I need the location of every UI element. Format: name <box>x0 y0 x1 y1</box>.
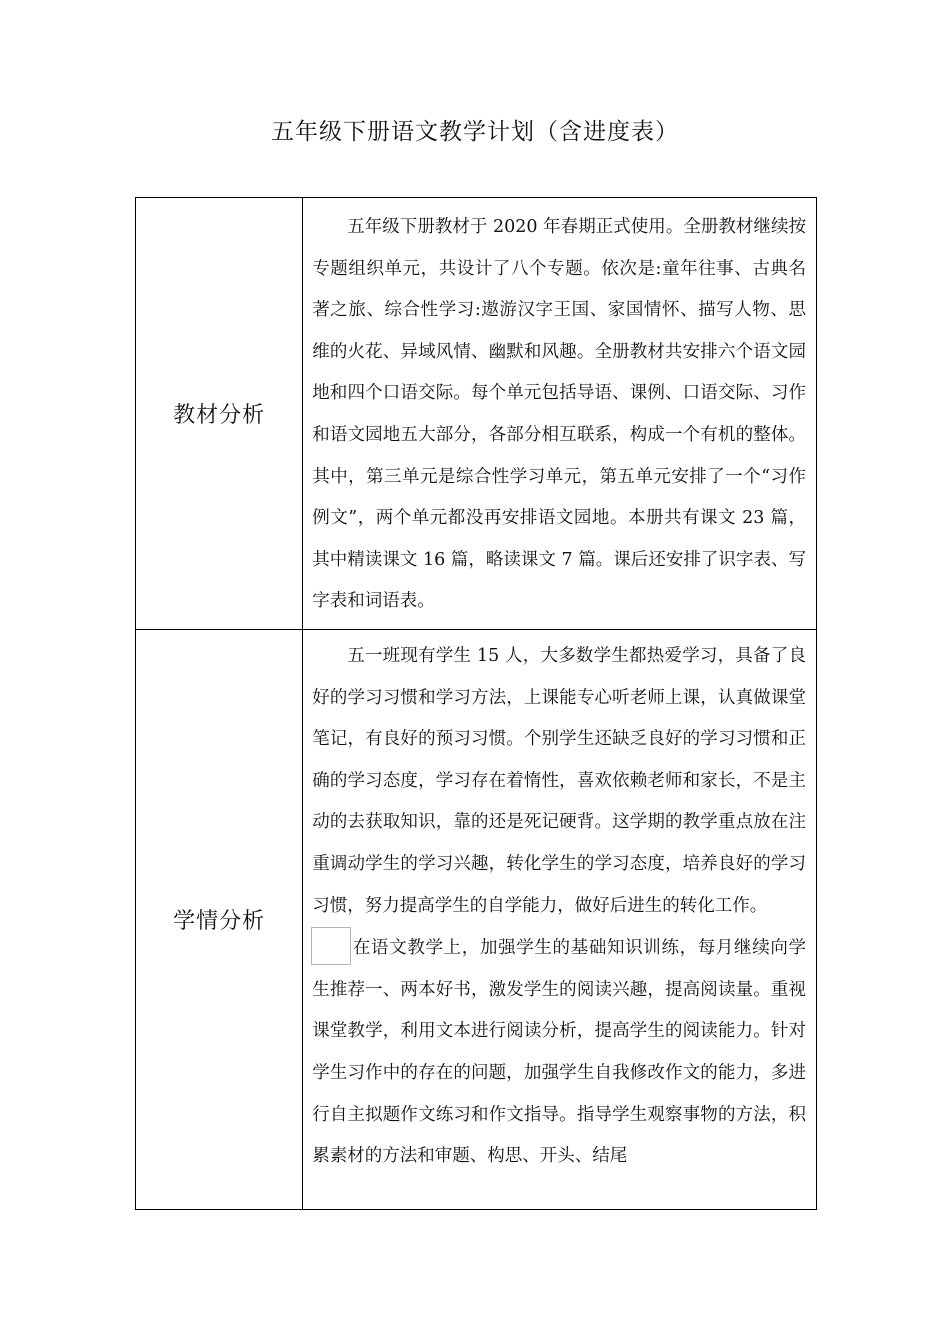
row-label-textbook-analysis: 教材分析 <box>136 198 303 630</box>
table-row-student-analysis <box>136 630 817 1210</box>
paragraph: 五一班现有学生 15 人，大多数学生都热爱学习，具备了良好的学习习惯和学习方法，上课能专心听老师上课，认真做课堂笔记，有良好的预习习惯。个别学生还缺乏良好的学习习惯和正确的学习态度，学习存在着惰性，喜欢依赖老师和家长，不是主动的去获取知识，靠的还是死记硬背。这学期的教学重点放在注重调动学生的学习兴趣，转化学生的学习态度，培养良好的学习习惯，努力提高学生的自学能力，做好后进生的转化工作。 <box>312 646 806 916</box>
paragraph-with-indent-box <box>312 927 806 1178</box>
document-title: 五年级下册语文教学计划（含进度表） <box>271 119 679 145</box>
table-row-textbook-analysis <box>136 198 817 630</box>
row-content-textbook-analysis <box>303 198 817 630</box>
paragraph-text: 在语文教学上，加强学生的基础知识训练，每月继续向学生推荐一、两本好书，激发学生的阅读兴趣，提高阅读量。重视课堂教学，利用文本进行阅读分析，提高学生的阅读能力。针对学生习作中的存在的问题，加强学生自我修改作文的能力，多进行自主拟题作文练习和作文指导。指导学生观察事物的方法，积累素材的方法和审题、构思、开头、结尾 <box>312 938 806 1167</box>
row-content-student-analysis <box>303 630 817 1210</box>
row-label-student-analysis: 学情分析 <box>136 630 303 1210</box>
paragraph: 五年级下册教材于 2020 年春期正式使用。全册教材继续按专题组织单元，共设计了八个专题。依次是:童年往事、古典名著之旅、综合性学习:遨游汉字王国、家国情怀、描写人物、思维的火花、异域风情、幽默和风趣。全册教材共安排六个语文园地和四个口语交际。每个单元包括导语、课例、口语交际、习作和语文园地五大部分，各部分相互联系，构成一个有机的整体。其中，第三单元是综合性学习单元，第五单元安排了一个“习作例文”，两个单元都没再安排语文园地。本册共有课文 23 篇，其中精读课文 16 篇，略读课文 7 篇。课后还安排了识字表、写字表和词语表。 <box>312 217 806 612</box>
teaching-plan-table <box>135 197 817 1210</box>
indent-box <box>311 927 351 965</box>
